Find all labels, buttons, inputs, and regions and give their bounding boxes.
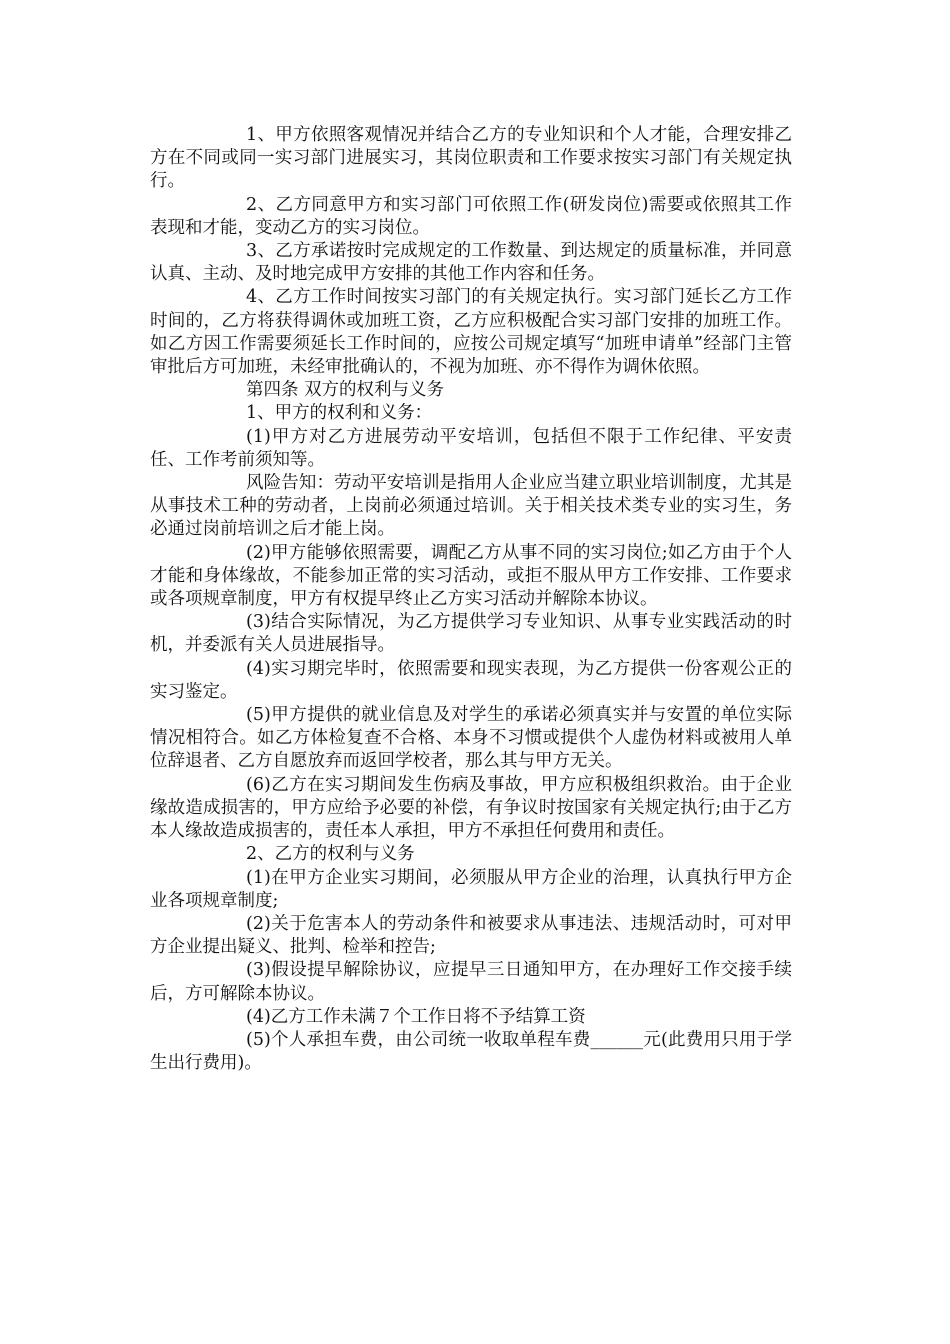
paragraph-b2: (2)关于危害本人的劳动条件和被要求从事违法、违规活动时，可对甲方企业提出疑义、批判、检举和控告;	[150, 913, 792, 958]
paragraph-1: 1、甲方依照客观情况并结合乙方的专业知识和个人才能，合理安排乙方在不同或同一实习部门进展实习，其岗位职责和工作要求按实习部门有关规定执行。	[150, 125, 792, 192]
paragraph-a1: (1)甲方对乙方进展劳动平安培训，包括但不限于工作纪律、平安责任、工作考前须知等。	[150, 426, 792, 470]
paragraph-b4: (4)乙方工作未满７个工作日将不予结算工资	[246, 1006, 586, 1027]
paragraph-4: 4、乙方工作时间按实习部门的有关规定执行。实习部门延长乙方工作时间的，乙方将获得调休或加班工资，乙方应积极配合实习部门安排的加班工作。如乙方因工作需要须延长工作时间的，应按公司规定填写“加班申请单”经部门主管审批后方可加班，未经审批确认的，不视为加班、亦不得作为调休依照。	[150, 287, 792, 378]
paragraph-a5: (5)甲方提供的就业信息及对学生的承诺必须真实并与安置的单位实际情况相符合。如乙方体检复查不合格、本身不习惯或提供个人虚伪材料或被用人单位辞退者、乙方自愿放弃而返回学校者，那么其与甲方无关。	[150, 705, 792, 772]
paragraph-a2: (2)甲方能够依照需要，调配乙方从事不同的实习岗位;如乙方由于个人才能和身体缘故，不能参加正常的实习活动，或拒不服从甲方工作安排、工作要求或各项规章制度，甲方有权提早终止乙方实习活动并解除本协议。	[150, 542, 792, 610]
paragraph-2: 2、乙方同意甲方和实习部门可依照工作(研发岗位)需要或依照其工作表现和才能，变动乙方的实习岗位。	[150, 194, 792, 238]
subsection-heading-party-b: 2、乙方的权利与义务	[246, 844, 415, 865]
risk-notice: 风险告知：劳动平安培训是指用人企业应当建立职业培训制度，尤其是从事技术工种的劳动者，上岗前必须通过培训。关于相关技术类专业的实习生，务必通过岗前培训之后才能上岗。	[150, 473, 792, 540]
paragraph-b5: (5)个人承担车费，由公司统一收取单程车费______元(此费用只用于学生出行费用)。	[150, 1029, 792, 1074]
paragraph-b1: (1)在甲方企业实习期间，必须服从甲方企业的治理，认真执行甲方企业各项规章制度;	[150, 867, 792, 911]
document-body	[150, 124, 792, 1075]
section-heading-article-4: 第四条 双方的权利与义务	[246, 380, 445, 401]
paragraph-a3: (3)结合实际情况，为乙方提供学习专业知识、从事专业实践活动的时机，并委派有关人员进展指导。	[150, 612, 792, 656]
paragraph-a6: (6)乙方在实习期间发生伤病及事故，甲方应积极组织救治。由于企业缘故造成损害的，甲方应给予必要的补偿，有争议时按国家有关规定执行;由于乙方本人缘故造成损害的，责任本人承担，甲方不承担任何费用和责任。	[150, 774, 792, 842]
paragraph-a4: (4)实习期完毕时，依照需要和现实表现，为乙方提供一份客观公正的实习鉴定。	[150, 658, 792, 702]
paragraph-3: 3、乙方承诺按时完成规定的工作数量、到达规定的质量标准，并同意认真、主动、及时地完成甲方安排的其他工作内容和任务。	[150, 241, 792, 285]
paragraph-b3: (3)假设提早解除协议，应提早三日通知甲方，在办理好工作交接手续后，方可解除本协议。	[150, 960, 792, 1004]
subsection-heading-party-a: 1、甲方的权利和义务：	[246, 403, 433, 424]
